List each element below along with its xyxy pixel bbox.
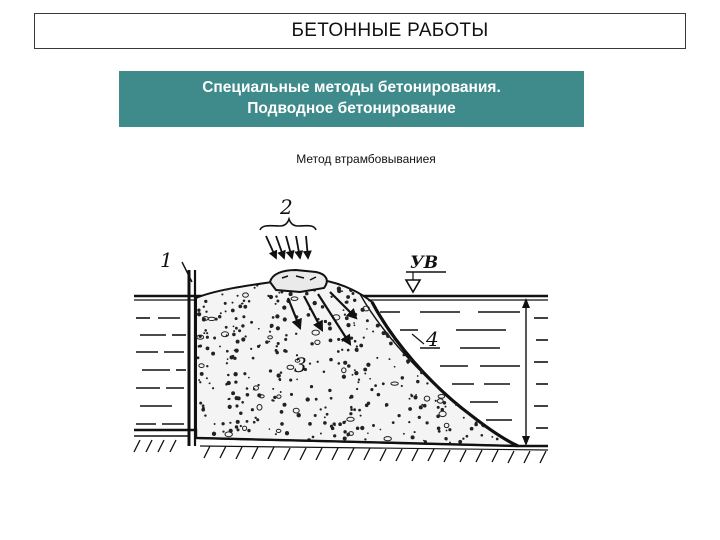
banner-line-2: Подводное бетонирование	[247, 100, 456, 117]
water-level-marker	[406, 272, 446, 292]
slope-leader	[412, 334, 424, 344]
impact-arrows	[266, 236, 308, 258]
page-title: БЕТОННЫЕ РАБОТЫ	[291, 20, 489, 41]
slope-label: 4	[426, 327, 439, 351]
figure-caption: Метод втрамбовываниея	[296, 152, 436, 166]
sheet-pile	[182, 262, 195, 446]
banner-line-1: Специальные методы бетонирования.	[202, 79, 501, 96]
rammed-cap	[270, 270, 327, 292]
water-hatching-outside	[534, 318, 548, 428]
water-hatching-left	[136, 318, 186, 424]
mix-label: 3	[294, 353, 307, 377]
brace-icon	[260, 219, 316, 230]
pile-label: 1	[160, 248, 173, 272]
depth-dimension	[522, 298, 530, 446]
water-level-label: УВ	[410, 253, 439, 273]
impact-label: 2	[280, 195, 293, 219]
